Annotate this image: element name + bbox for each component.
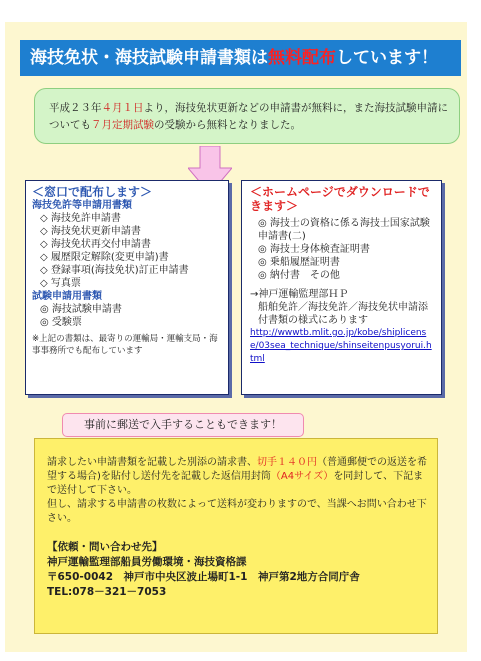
counter-box-title: ＜窓口で配布します＞	[32, 185, 153, 199]
doc-list-item: ◎ 乗船履歴証明書	[258, 257, 340, 268]
doc-list-item: ◇ 海技免状再交付申請書	[40, 239, 151, 250]
postal-fee-note: 但し、請求する申請書の枚数によって送料が変わりますので、当課へお問い合わせ下さい。	[47, 499, 427, 524]
postal-envelope-size: （A4サイズ）	[270, 471, 334, 482]
intro-text-1: 平成２３年	[49, 102, 102, 114]
download-url-link[interactable]: http://wwwtb.mlit.go.jp/kobe/shiplicense/03sea_technique/shinseitenpusyorui.html	[250, 328, 432, 364]
doc-list-item: ◎ 海技士の資格に係る海技士国家試験申請書(二)	[258, 218, 430, 242]
doc-list-item: ◇ 海技免許申請書	[40, 213, 121, 224]
website-link-label: →神戸運輸監理部ＨＰ	[250, 289, 349, 300]
contact-address: 〒650-0042 神戸市中央区波止場町1-1 神戸第2地方合同庁舎	[47, 571, 360, 583]
contact-phone: TEL:078－321－7053	[47, 586, 167, 598]
mail-available-callout: 事前に郵送で入手することもできます！	[62, 413, 304, 437]
title-text-post: しています！	[336, 48, 438, 68]
doc-list-item: ◎ 納付書 その他	[258, 270, 340, 281]
title-text-highlight: 無料配布	[268, 48, 336, 68]
intro-notice	[34, 88, 460, 144]
doc-list-item: ◎ 受験票	[40, 317, 82, 328]
doc-list-item: ◇ 海技免状更新申請書	[40, 226, 141, 237]
postal-instructions	[47, 456, 427, 498]
doc-list-item: ◇ 履歴限定解除(変更申請)書	[40, 252, 169, 263]
intro-month: ７月定期試験	[91, 119, 154, 131]
flyer-title	[20, 40, 461, 76]
doc-list-item: ◎ 海技試験申請書	[40, 304, 122, 315]
doc-list-item: ◇ 写真票	[40, 278, 81, 289]
doc-list-item: ◎ 海技士身体検査証明書	[258, 244, 370, 255]
contact-heading: 【依頼・問い合わせ先】	[47, 541, 163, 553]
license-docs-heading: 海技免許等申請用書類	[32, 200, 132, 211]
exam-docs-heading: 試験申請用書類	[32, 291, 102, 302]
postal-text-3: を同封して、下記まで送付して下さい。	[47, 471, 424, 496]
contact-block	[47, 540, 427, 600]
contact-organization: 神戸運輸監理部船員労働環境・海技資格課	[47, 556, 247, 568]
postal-text-2: （普通郵便での返送を希望する場合)を貼付し送付先を記載した返信用封筒	[47, 457, 427, 482]
distribution-note: ※上記の書類は、最寄りの運輸局・運輸支局・海事事務所でも配布しています	[32, 334, 218, 356]
postal-text-1: 請求したい申請書類を記載した別添の請求書、	[47, 457, 257, 468]
download-box	[241, 180, 442, 395]
website-link-description: 船舶免許／海技免許／海技免状申請添付書類の様式にあります	[258, 302, 428, 326]
download-box-title: ＜ホームページでダウンロードできます＞	[250, 185, 430, 213]
title-text-pre: 海技免状・海技試験申請書類は	[30, 48, 268, 68]
intro-text-2: より，海技免状更新などの申請書が無料に，また海技試験申請についても	[49, 102, 448, 131]
postal-request-box	[34, 438, 438, 634]
intro-text-3: の受験から無料となりました。	[154, 119, 301, 131]
postal-stamp: 切手１４０円	[257, 457, 317, 468]
doc-list-item: ◇ 登録事項(海技免状)訂正申請書	[40, 265, 189, 276]
counter-distribution-box	[25, 180, 229, 395]
intro-date: ４月１日	[101, 102, 144, 114]
